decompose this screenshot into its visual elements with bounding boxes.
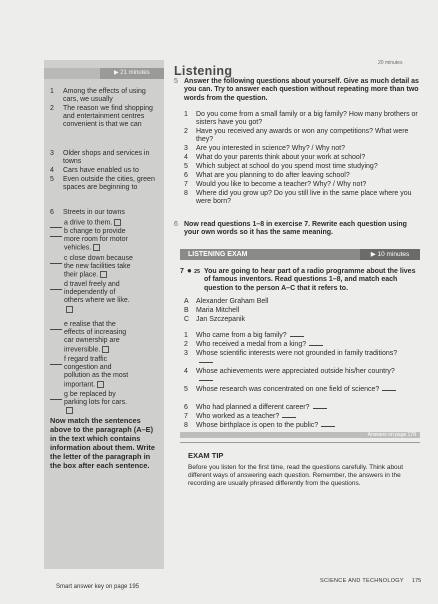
answer-line[interactable] [309,345,323,346]
answer-box[interactable] [114,219,121,226]
answers-strip: Answers on page 178 [180,432,420,438]
sidebar-time-tab [100,68,164,79]
exam-time-tab: ▶ 10 minutes [360,249,420,260]
top-right-note: 20 minutes [378,60,403,66]
play-icon: ▶ [114,70,119,76]
sidebar-instruction: Now match the sentences above to the paragraph (A–E) in the text which contains information about them. Write the letter of the paragraph in the box after each sentence. [50,416,155,470]
answer-line[interactable] [199,380,213,381]
exercise-5-instruction: Answer the following questions about yourself. Give as much detail as you can. Try to answer each question without repeating more than two words from the question. [184,78,419,102]
answer-box[interactable] [93,244,100,251]
listening-exam-bar: LISTENING EXAM [180,249,360,260]
audio-cd-icon[interactable]: ● [187,266,192,275]
answer-line[interactable] [382,390,396,391]
answer-box[interactable] [66,306,73,313]
answer-box[interactable] [66,407,73,414]
footer-section: SCIENCE AND TECHNOLOGY [320,578,404,584]
exercise-6-instruction: Now read questions 1–8 in exercise 7. Rewrite each question using your own words so it has the same meaning. [184,221,407,237]
sidebar-bottom [44,565,164,569]
exam-tip-text: Before you listen for the first time, read the questions carefully. Think about different ways of answering each question. Remember, the answers in the recording are usually phrased differently from the questions. [188,464,404,487]
answer-box[interactable] [97,381,104,388]
tip-divider [180,442,420,443]
sidebar-time-label: 21 minutes [120,70,150,76]
answer-line[interactable] [199,362,213,363]
exercise-number: 6 [174,221,178,228]
answer-box[interactable] [102,346,109,353]
answer-box[interactable] [100,271,107,278]
answer-line[interactable] [313,408,327,409]
answer-line[interactable] [321,426,335,427]
play-icon: ▶ [370,251,376,258]
page-number: 175 [412,578,422,584]
footer-answer-key: Smart answer key on page 195 [56,584,140,590]
section-title: Listening [174,64,233,78]
exercise-7-instruction: You are going to hear part of a radio programme about the lives of famous inventors. Read questions 1–8, and match each question to the person A–C that it refers to. [204,268,416,292]
exam-tip-heading: EXAM TIP [188,451,224,460]
sidebar-tab-shade [44,68,100,79]
answer-line[interactable] [290,336,304,337]
answer-line[interactable] [282,417,296,418]
exercise-number: 5 [174,78,178,85]
